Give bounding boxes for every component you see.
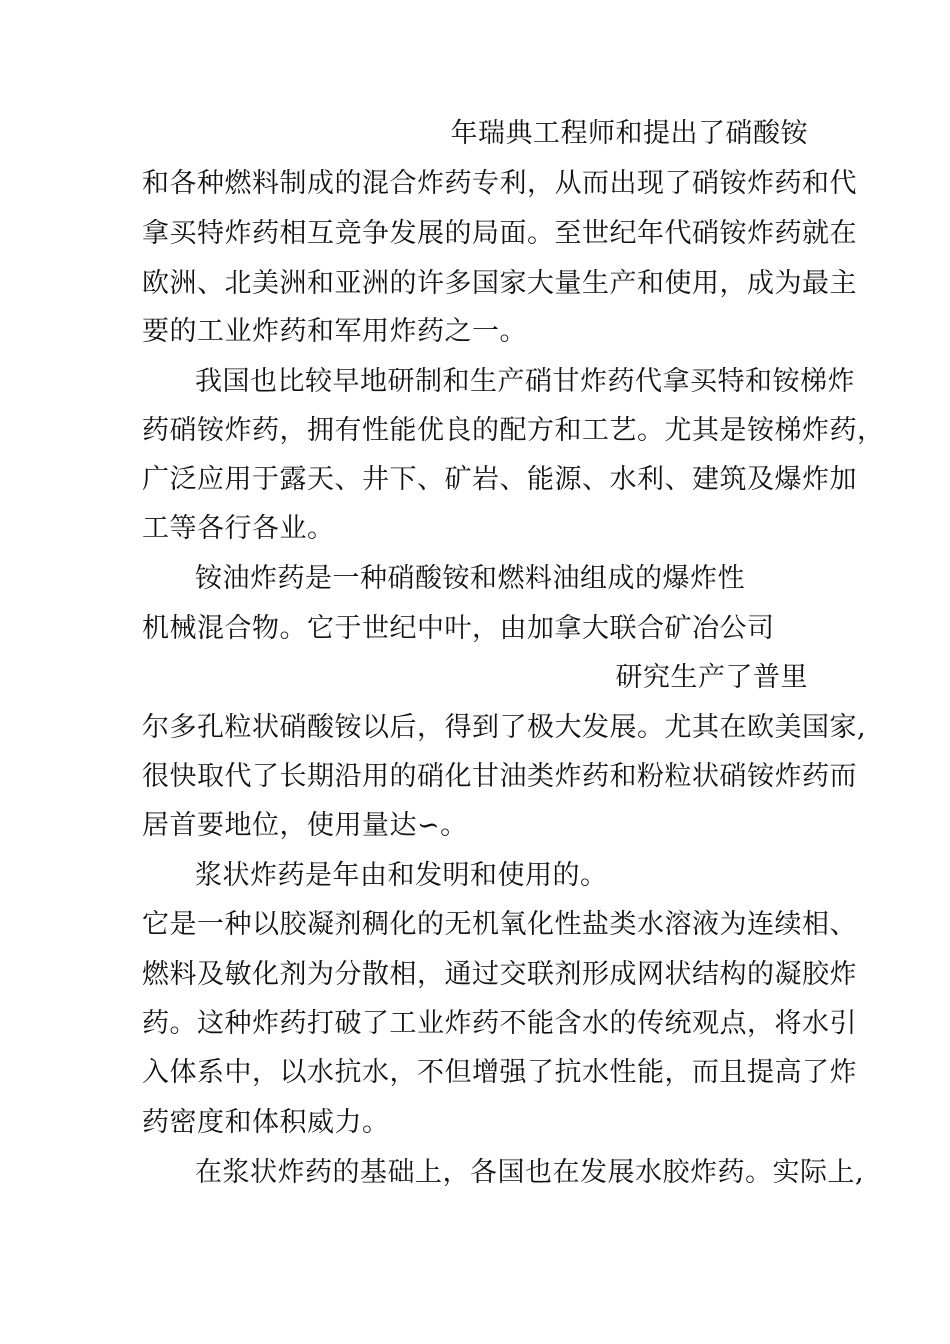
text-line: 它是一种以胶凝剂稠化的无机氧化性盐类水溶液为连续相、 bbox=[142, 909, 857, 940]
text-line: 很快取代了长期沿用的硝化甘油类炸药和粉粒状硝铵炸药而 bbox=[142, 761, 857, 792]
text-line: 药硝铵炸药，拥有性能优良的配方和工艺。尤其是铵梯炸药， bbox=[142, 415, 885, 446]
text-line: 工等各行各业。 bbox=[142, 513, 335, 544]
text-line: 拿买特炸药相互竞争发展的局面。至世纪年代硝铵炸药就在 bbox=[142, 218, 857, 249]
text-line: 机械混合物。它于世纪中叶，由加拿大联合矿冶公司 bbox=[142, 613, 775, 644]
text-line: 我国也比较早地研制和生产硝甘炸药代拿买特和铵梯炸 bbox=[195, 366, 855, 397]
text-line: 研究生产了普里 bbox=[615, 662, 808, 693]
text-line: 在浆状炸药的基础上，各国也在发展水胶炸药。实际上, bbox=[195, 1157, 865, 1188]
text-line: 浆状炸药是年由和发明和使用的。 bbox=[195, 860, 608, 891]
text-line: 尔多孔粒状硝酸铵以后，得到了极大发展。尤其在欧美国家, bbox=[142, 712, 867, 743]
text-line: 药密度和体积威力。 bbox=[142, 1107, 390, 1138]
text-line: 和各种燃料制成的混合炸药专利，从而出现了硝铵炸药和代 bbox=[142, 168, 857, 199]
text-line: 药。这种炸药打破了工业炸药不能含水的传统观点，将水引 bbox=[142, 1008, 857, 1039]
text-line: 入体系中，以水抗水，不但增强了抗水性能，而且提高了炸 bbox=[142, 1057, 857, 1088]
text-line: 广泛应用于露天、井下、矿岩、能源、水利、建筑及爆炸加 bbox=[142, 464, 857, 495]
text-line: 年瑞典工程师和提出了硝酸铵 bbox=[450, 118, 808, 149]
text-line: 燃料及敏化剂为分散相，通过交联剂形成网状结构的凝胶炸 bbox=[142, 959, 857, 990]
text-line: 铵油炸药是一种硝酸铵和燃料油组成的爆炸性 bbox=[195, 563, 745, 594]
text-line: 居首要地位，使用量达∽。 bbox=[142, 810, 468, 841]
text-line: 欧洲、北美洲和亚洲的许多国家大量生产和使用，成为最主 bbox=[142, 268, 857, 299]
text-line: 要的工业炸药和军用炸药之一。 bbox=[142, 316, 527, 347]
